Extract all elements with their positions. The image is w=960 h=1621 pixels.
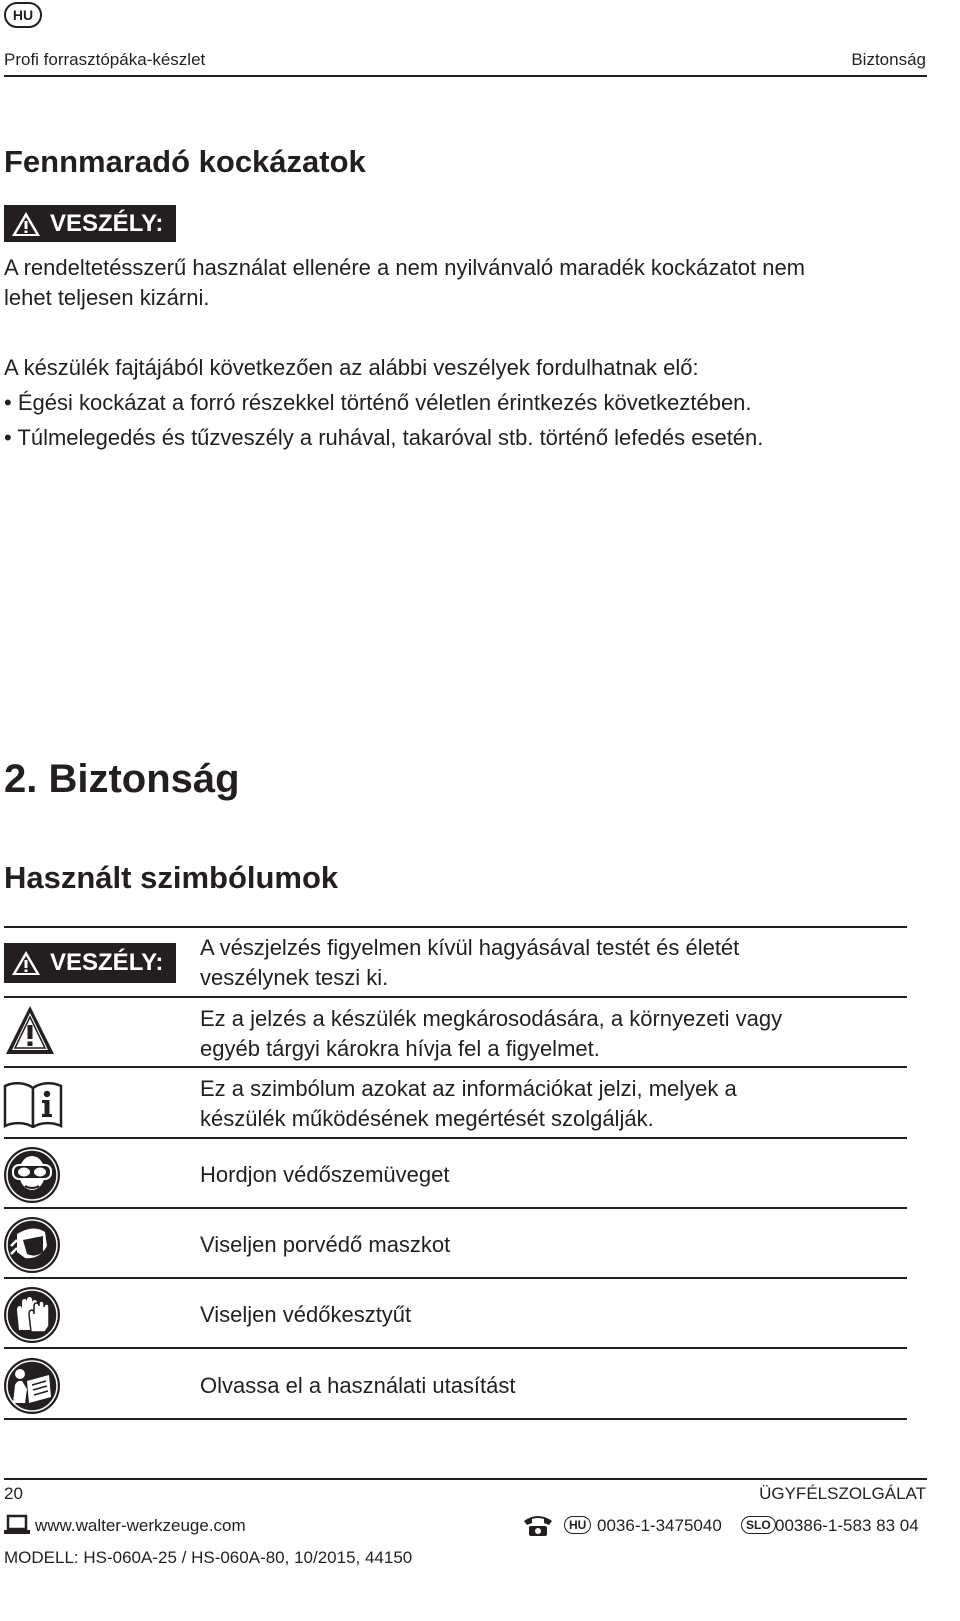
- table-rule: [4, 926, 907, 928]
- hazard-bullet: • Égési kockázat a forró részekkel történő véletlen érintkezés következtében.: [4, 390, 752, 415]
- symbol-description: készülék működésének megértését szolgálják.: [200, 1106, 654, 1131]
- danger-label: [4, 205, 176, 242]
- table-rule: [4, 1418, 907, 1420]
- residual-risks-heading: Fennmaradó kockázatok: [4, 144, 366, 179]
- info-book-icon: [3, 1080, 63, 1128]
- table-rule: [4, 996, 907, 998]
- slo-phone-number: 00386-1-583 83 04: [775, 1516, 919, 1535]
- symbol-description: Viseljen védőkesztyűt: [200, 1302, 412, 1327]
- section-heading: 2. Biztonság: [4, 757, 240, 801]
- footer-divider: [4, 1478, 927, 1480]
- model-info: MODELL: HS-060A-25 / HS-060A-80, 10/2015, 44150: [4, 1548, 413, 1567]
- symbol-description: egyéb tárgyi károkra hívja fel a figyelmet.: [200, 1036, 600, 1061]
- danger-label-text: VESZÉLY:: [50, 949, 164, 976]
- protective-gloves-icon: [3, 1286, 61, 1344]
- customer-service-label: ÜGYFÉLSZOLGÁLAT: [759, 1484, 926, 1503]
- warning-triangle-icon: [10, 949, 42, 977]
- symbol-description: Hordjon védőszemüveget: [200, 1162, 450, 1187]
- product-title: Profi forrasztópáka-készlet: [4, 50, 206, 69]
- symbol-description: Viseljen porvédő maszkot: [200, 1232, 451, 1257]
- warning-triangle-icon: [4, 1003, 56, 1057]
- website-link[interactable]: www.walter-werkzeuge.com: [35, 1516, 246, 1535]
- symbols-subheading: Használt szimbólumok: [4, 860, 339, 895]
- symbol-description: Olvassa el a használati utasítást: [200, 1373, 516, 1398]
- dust-mask-icon: [3, 1216, 61, 1274]
- read-manual-icon: [3, 1357, 61, 1415]
- telephone-icon: [522, 1513, 554, 1537]
- table-rule: [4, 1066, 907, 1068]
- warning-triangle-icon: [10, 210, 42, 238]
- page-number: 20: [4, 1484, 23, 1503]
- table-rule: [4, 1277, 907, 1279]
- laptop-icon: [4, 1514, 30, 1536]
- table-rule: [4, 1137, 907, 1139]
- slo-badge-text: SLO: [741, 1516, 776, 1534]
- table-rule: [4, 1347, 907, 1349]
- header-section-title: Biztonság: [851, 50, 926, 69]
- hazard-bullet: • Túlmelegedés és tűzveszély a ruhával, takaróval stb. történő lefedés esetén.: [4, 425, 764, 450]
- table-rule: [4, 1207, 907, 1209]
- hazards-intro: A készülék fajtájából következően az alábbi veszélyek fordulhatnak elő:: [4, 355, 699, 380]
- danger-label-text: VESZÉLY:: [50, 209, 164, 237]
- danger-text-line2: lehet teljesen kizárni.: [4, 285, 210, 310]
- symbol-description: veszélynek teszi ki.: [200, 965, 389, 990]
- symbol-description: Ez a jelzés a készülék megkárosodására, a környezeti vagy: [200, 1006, 783, 1031]
- symbol-description: A vészjelzés figyelmen kívül hagyásával testét és életét: [200, 935, 740, 960]
- slo-country-badge: [741, 1516, 776, 1534]
- symbol-description: Ez a szimbólum azokat az információkat jelzi, melyek a: [200, 1076, 737, 1101]
- danger-text-line1: A rendeltetésszerű használat ellenére a nem nyilvánvaló maradék kockázatot nem: [4, 255, 806, 280]
- hu-badge-text: HU: [564, 1516, 591, 1534]
- hu-phone-number: 0036-1-3475040: [597, 1516, 722, 1535]
- hu-country-badge: [564, 1516, 591, 1534]
- safety-goggles-icon: [3, 1146, 61, 1204]
- header-divider: [4, 75, 927, 77]
- danger-label: [4, 943, 176, 983]
- language-badge: HU: [4, 2, 42, 28]
